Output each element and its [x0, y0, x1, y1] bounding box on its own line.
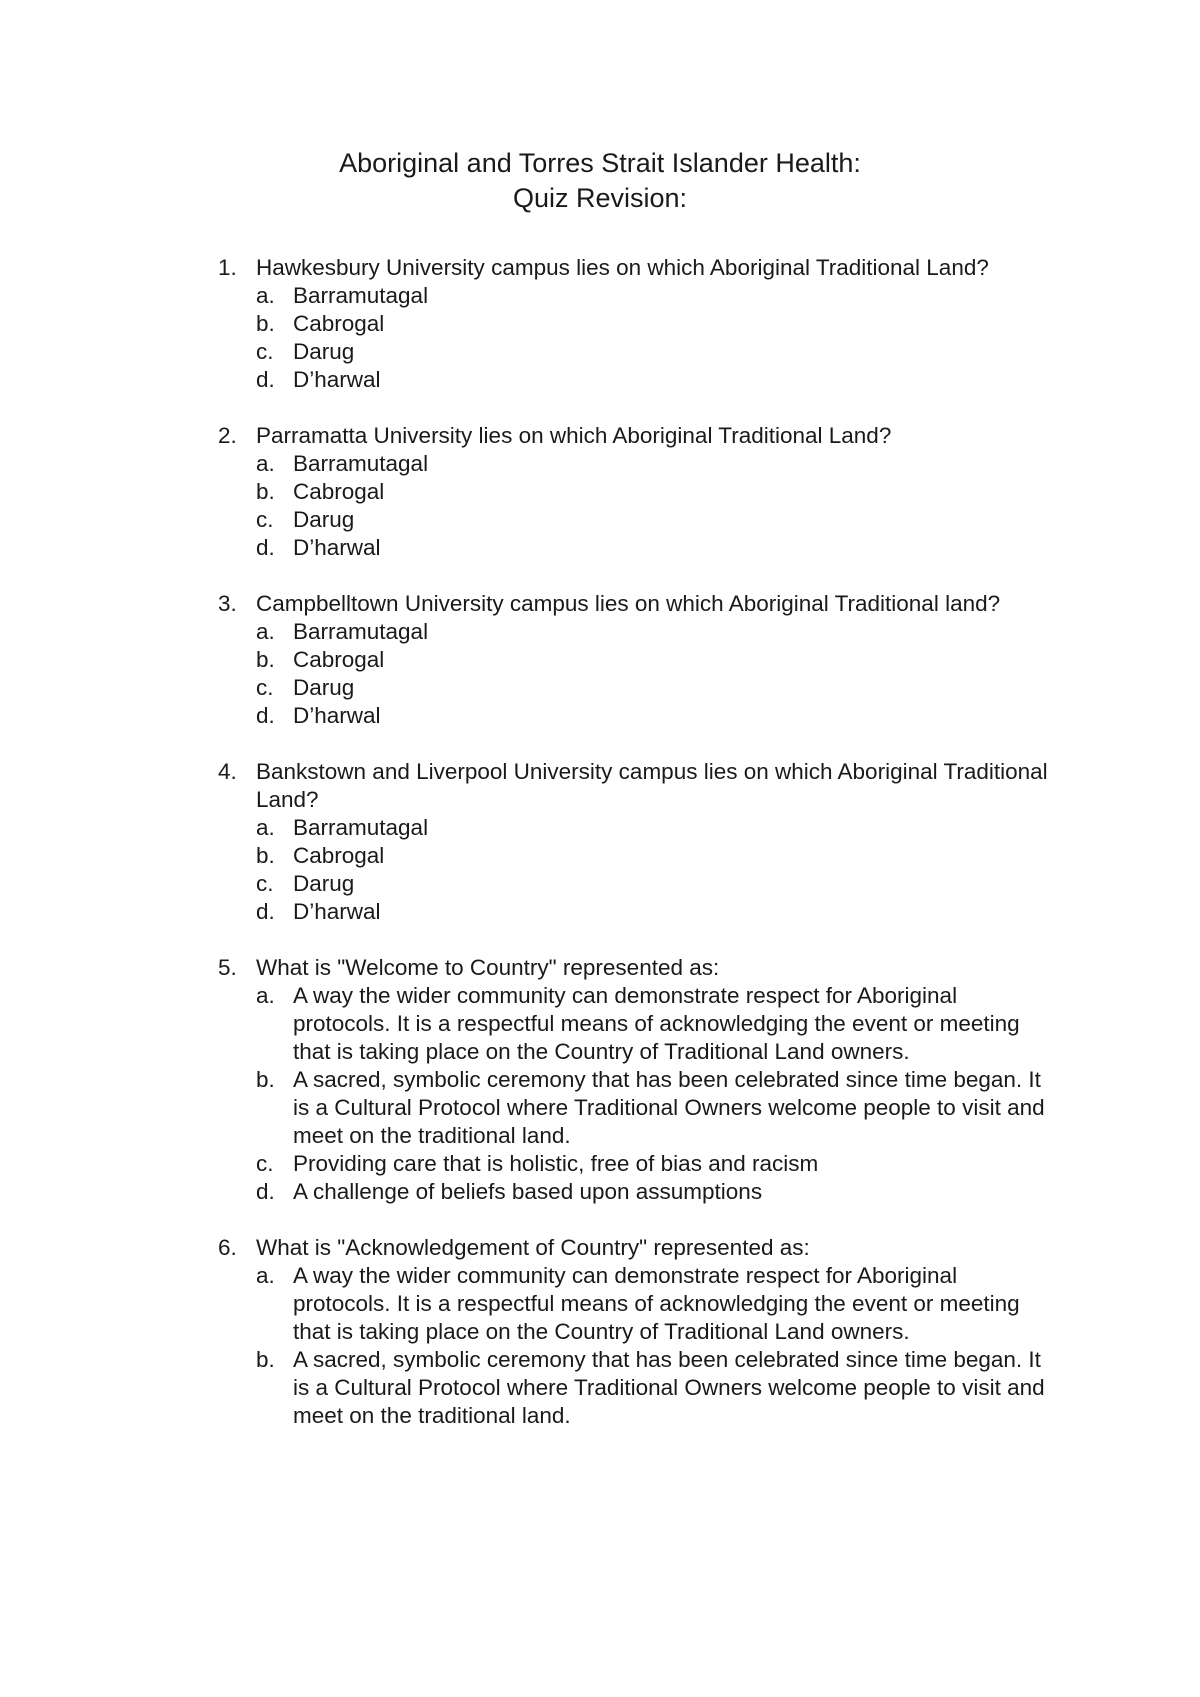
question-number: 1.	[218, 255, 237, 280]
option-letter: d.	[256, 899, 275, 924]
question-number: 4.	[218, 759, 237, 784]
question-number: 2.	[218, 423, 237, 448]
question-text: Bankstown and Liverpool University campus lies on which Aboriginal Traditional Land?	[256, 759, 1048, 812]
answer-options	[256, 450, 1050, 562]
answer-option	[256, 338, 1050, 366]
option-letter: c.	[256, 871, 274, 896]
option-letter: a.	[256, 283, 275, 308]
option-text: D’harwal	[293, 367, 381, 392]
answer-option	[256, 310, 1050, 338]
option-letter: a.	[256, 451, 275, 476]
option-text: Cabrogal	[293, 479, 385, 504]
answer-option	[256, 674, 1050, 702]
question-item	[210, 590, 1050, 730]
question-list	[210, 254, 1050, 1458]
option-text: Darug	[293, 339, 355, 364]
answer-options	[256, 618, 1050, 730]
title-line-2: Quiz Revision:	[512, 183, 688, 213]
answer-options	[256, 982, 1050, 1206]
page-title	[0, 146, 1200, 216]
answer-option	[256, 1262, 1050, 1346]
option-letter: b.	[256, 1067, 275, 1092]
option-text: A sacred, symbolic ceremony that has been celebrated since time began. It is a Cultural Protocol where Traditional Owners welcome people to visit and meet on the traditional land.	[293, 1347, 1045, 1428]
option-text: Darug	[293, 507, 355, 532]
option-letter: b.	[256, 647, 275, 672]
answer-option	[256, 842, 1050, 870]
option-letter: c.	[256, 507, 274, 532]
option-text: D’harwal	[293, 535, 381, 560]
option-letter: a.	[256, 983, 275, 1008]
question-item	[210, 254, 1050, 394]
answer-option	[256, 1150, 1050, 1178]
question-item	[210, 422, 1050, 562]
question-text: Campbelltown University campus lies on which Aboriginal Traditional land?	[256, 591, 1001, 616]
option-text: Barramutagal	[293, 451, 429, 476]
option-text: A challenge of beliefs based upon assumptions	[293, 1179, 763, 1204]
question-number: 5.	[218, 955, 237, 980]
answer-option	[256, 282, 1050, 310]
option-letter: a.	[256, 619, 275, 644]
question-text: Parramatta University lies on which Aboriginal Traditional Land?	[256, 423, 892, 448]
question-number: 6.	[218, 1235, 237, 1260]
question-text: What is "Acknowledgement of Country" represented as:	[256, 1235, 810, 1260]
option-letter: b.	[256, 311, 275, 336]
option-text: D’harwal	[293, 703, 381, 728]
answer-option	[256, 870, 1050, 898]
question-item	[210, 1234, 1050, 1430]
answer-option	[256, 450, 1050, 478]
question-number: 3.	[218, 591, 237, 616]
option-text: Providing care that is holistic, free of bias and racism	[293, 1151, 819, 1176]
question-item	[210, 954, 1050, 1206]
option-text: Cabrogal	[293, 647, 385, 672]
option-letter: d.	[256, 703, 275, 728]
option-letter: c.	[256, 1151, 274, 1176]
answer-option	[256, 506, 1050, 534]
title-line-1: Aboriginal and Torres Strait Islander Health:	[339, 148, 861, 178]
option-letter: b.	[256, 1347, 275, 1372]
option-text: Darug	[293, 675, 355, 700]
option-letter: d.	[256, 367, 275, 392]
answer-option	[256, 898, 1050, 926]
answer-option	[256, 366, 1050, 394]
question-text: Hawkesbury University campus lies on which Aboriginal Traditional Land?	[256, 255, 989, 280]
answer-options	[256, 282, 1050, 394]
answer-option	[256, 646, 1050, 674]
option-text: Darug	[293, 871, 355, 896]
option-letter: d.	[256, 535, 275, 560]
option-text: A sacred, symbolic ceremony that has been celebrated since time began. It is a Cultural Protocol where Traditional Owners welcome people to visit and meet on the traditional land.	[293, 1067, 1045, 1148]
answer-options	[256, 814, 1050, 926]
answer-option	[256, 618, 1050, 646]
answer-option	[256, 702, 1050, 730]
option-letter: d.	[256, 1179, 275, 1204]
answer-option	[256, 982, 1050, 1066]
option-letter: a.	[256, 1263, 275, 1288]
option-letter: c.	[256, 339, 274, 364]
question-text: What is "Welcome to Country" represented as:	[256, 955, 720, 980]
answer-option	[256, 1346, 1050, 1430]
option-letter: b.	[256, 843, 275, 868]
option-text: Cabrogal	[293, 311, 385, 336]
answer-option	[256, 478, 1050, 506]
option-letter: a.	[256, 815, 275, 840]
option-text: Barramutagal	[293, 815, 429, 840]
answer-option	[256, 1178, 1050, 1206]
option-letter: c.	[256, 675, 274, 700]
option-text: Cabrogal	[293, 843, 385, 868]
answer-option	[256, 814, 1050, 842]
option-text: Barramutagal	[293, 283, 429, 308]
answer-option	[256, 1066, 1050, 1150]
answer-options	[256, 1262, 1050, 1430]
answer-option	[256, 534, 1050, 562]
option-text: D’harwal	[293, 899, 381, 924]
option-letter: b.	[256, 479, 275, 504]
option-text: A way the wider community can demonstrate respect for Aboriginal protocols. It is a respectful means of acknowledging the event or meeting that is taking place on the Country of Traditional Land owners.	[293, 1263, 1020, 1344]
option-text: A way the wider community can demonstrate respect for Aboriginal protocols. It is a respectful means of acknowledging the event or meeting that is taking place on the Country of Traditional Land owners.	[293, 983, 1020, 1064]
option-text: Barramutagal	[293, 619, 429, 644]
question-item	[210, 758, 1050, 926]
